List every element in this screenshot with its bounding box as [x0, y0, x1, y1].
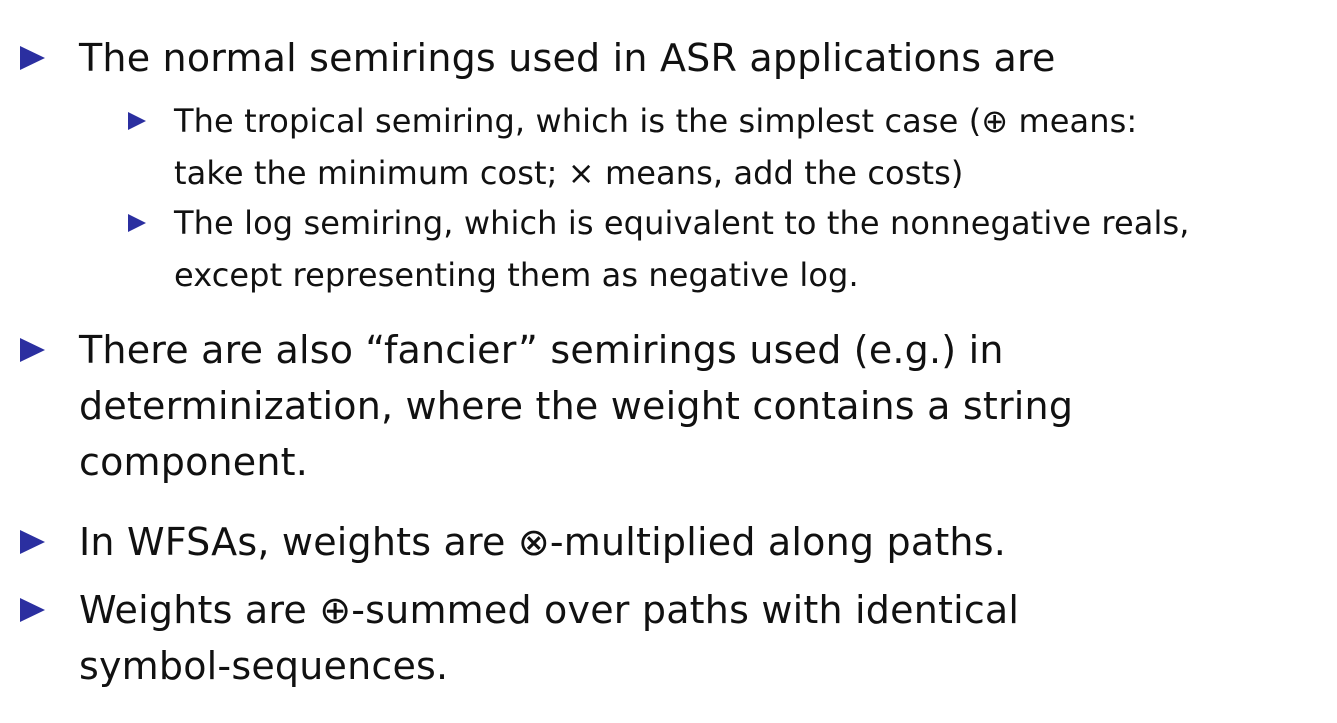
bullet-item-wfsa-weights	[79, 514, 1006, 570]
bullet-triangle-icon	[20, 598, 45, 622]
sub-item-text: except representing them as negative log.	[174, 256, 859, 294]
oplus-symbol: ⊕	[981, 102, 1009, 140]
sub-item-text: means, add the costs)	[594, 154, 964, 192]
otimes-symbol: ⊗	[517, 520, 550, 564]
item-text: There are also “fancier” semirings used (e.g.) in	[79, 328, 1004, 372]
bullet-item-semirings-asr	[79, 30, 1056, 86]
item-text: Weights are	[79, 588, 320, 632]
sub-item-tropical-semiring	[174, 95, 1137, 199]
item-text: component.	[79, 440, 309, 484]
bullet-triangle-icon	[20, 46, 45, 70]
item-text: determinization, where the weight contains a string	[79, 384, 1074, 428]
sub-item-text: The log semiring, which is equivalent to the nonnegative reals,	[174, 204, 1190, 242]
item-text: symbol-sequences.	[79, 644, 449, 688]
sub-bullet-triangle-icon	[128, 214, 146, 232]
item-text: In WFSAs, weights are	[79, 520, 518, 564]
sub-item-text: means:	[1008, 102, 1138, 140]
oplus-symbol: ⊕	[319, 588, 352, 632]
bullet-item-fancier-semirings	[79, 322, 1073, 490]
sub-item-log-semiring	[174, 197, 1190, 301]
bullet-triangle-icon	[20, 338, 45, 362]
item-text: -multiplied along paths.	[549, 520, 1006, 564]
sub-bullet-triangle-icon	[128, 112, 146, 130]
sub-item-text: The tropical semiring, which is the simplest case (	[174, 102, 982, 140]
item-text: The normal semirings used in ASR applications are	[79, 36, 1056, 80]
bullet-item-weights-summed	[79, 582, 1019, 694]
times-symbol: ×	[567, 154, 595, 192]
item-text: -summed over paths with identical	[351, 588, 1020, 632]
bullet-triangle-icon	[20, 530, 45, 554]
sub-item-text: take the minimum cost;	[174, 154, 568, 192]
